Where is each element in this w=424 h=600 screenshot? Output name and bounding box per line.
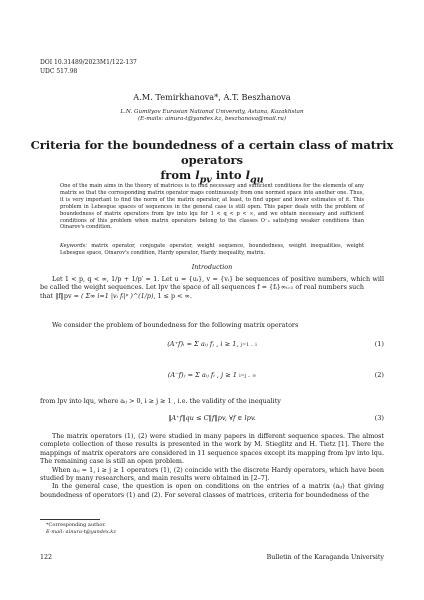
keywords [60, 243, 364, 257]
paragraph-general-case: In the general case, the question is open on conditions on the entries of a matrix (aᵢⱼ) that giving boundedness of operators (1) and (2). For several classes of matrices, criteria for boundedness of the [40, 482, 384, 499]
equation-2-formula: (A⁻f)ⱼ = Σ aᵢⱼ fᵢ , j ≥ 1 i=j .. ∞ [167, 371, 257, 379]
equation-1-formula: (A⁺f)ᵢ = Σ aᵢⱼ fⱼ , i ≥ 1, j=1 .. i [167, 340, 257, 348]
journal-name: Bulletin of the Karaganda University [266, 554, 384, 561]
equation-3 [40, 414, 384, 424]
paragraph-inequality: from lpv into lqu, where aᵢⱼ > 0, i ≥ j ≥ 1 , i.e. the validity of the inequality [40, 397, 281, 405]
paragraph-definitions [40, 275, 384, 300]
paragraph-problem: We consider the problem of boundedness for the following matrix operators [52, 321, 299, 329]
title-line-1: Criteria for the boundedness of a certain class of matrix operators [30, 138, 394, 167]
equation-2 [40, 371, 384, 393]
abstract [60, 183, 364, 231]
paragraph-stieglitz: The matrix operators (1), (2) were studied in many papers in different sequence spaces. The almost complete collection of these results is presented in the work by M. Stieglitz and H. Tietz [1]. There the mappings of matrix operators are considered in 11 sequence spaces except its mapping from lpv into lqu. The remaining case is still an open problem. [40, 432, 384, 466]
footnote [46, 522, 116, 535]
footnote-corresponding: *Corresponding author. [46, 522, 106, 528]
section-heading-introduction: Introduction [191, 263, 233, 271]
paper-title [30, 138, 394, 187]
affiliation-emails: (E-mails: ainura-t@yandex.kz, beszhanova@mail.ru) [137, 116, 287, 122]
abstract-text: One of the main aims in the theory of matrices is to find necessary and sufficient conditions for the elements of any matrix so that the corresponding matrix operator maps continuously from one normed space into another one. Thus, it is very important to find the norm of the matrix operator, at least, to find upper and lower estimates of it. This problem in Lebesgue spaces of sequences in the general case is still open. This paper deals with the problem of boundedness of matrix operators from lpv into lqu for 1 < q < p < ∞, and we obtain necessary and sufficient conditions of this problem when matrix operators belong to the classes O⁻ₙ satisfying weaker conditions than Oinarov's condition. [60, 183, 364, 231]
doi: DOI 10.31489/2023M1/122-137 [40, 59, 137, 66]
udc: UDC 517.98 [40, 68, 78, 75]
authors: A.M. Temirkhanova*, A.T. Beszhanova [133, 92, 291, 102]
equation-1-number: (1) [374, 340, 384, 348]
article-meta [40, 58, 137, 76]
page-number: 122 [40, 554, 53, 561]
keywords-text: matrix operator, conjugate operator, weight sequence, boundedness, weight inequalities, weight Lebesgue space, Oinarov's condition, Hardy operator, Hardy inequality, matrix. [60, 243, 364, 256]
affiliation [0, 109, 424, 123]
footnote-email: E-mail: ainura-t@yandex.kz [46, 528, 116, 535]
norm-definition: that ‖f‖pv = ( Σ∞ i=1 |vᵢ fᵢ|ᵖ )^(1/p), 1 ≤ p < ∞. [40, 291, 192, 300]
paragraph-hardy: When aᵢⱼ = 1, i ≥ j ≥ 1 operators (1), (2) coincide with the discrete Hardy operators, which have been studied by many researchers, and main results were obtained in [2–7]. [40, 465, 384, 483]
equation-1 [40, 340, 384, 362]
paragraph-prior-work [40, 432, 384, 499]
equation-3-formula: ‖A⁺f‖qu ≤ C‖f‖pv, ∀f ∈ lpv. [168, 414, 256, 422]
footnote-rule [40, 519, 100, 520]
affiliation-line: L.N. Gumilyov Eurasian National University, Astana, Kazakhstan [120, 109, 304, 115]
title-line-2: from $l_{pv}$ into $l_{qu}$ [160, 168, 264, 186]
paragraph-text: Let 1 < p, q < ∞, 1/p + 1/p′ = 1. Let u = {uᵢ}, v = {vᵢ} be sequences of positive numbers, which will be called the weight sequences. Let lpv the space of all sequences f = {fᵢ}∞ᵢ₌₁ of real numbers such [40, 275, 384, 292]
keywords-label: Keywords: [60, 243, 88, 249]
equation-3-number: (3) [374, 414, 384, 422]
equation-2-number: (2) [374, 371, 384, 379]
